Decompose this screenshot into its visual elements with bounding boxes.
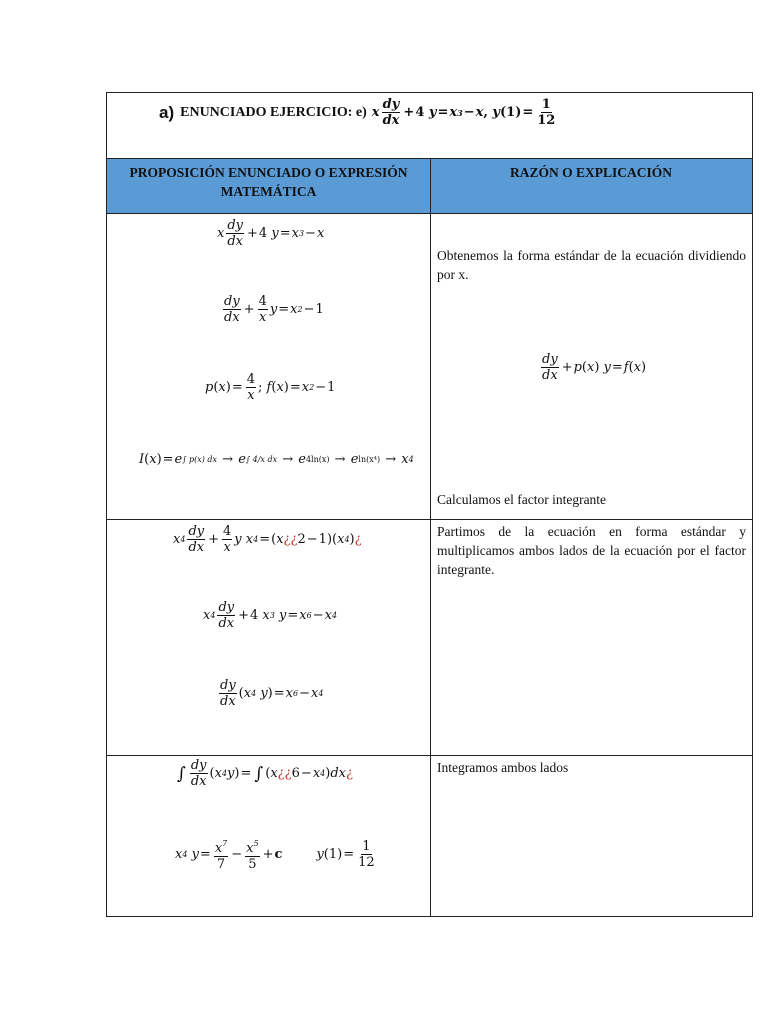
proposition-cell (107, 756, 430, 916)
equation-standard-form: $\frac{dy}{dx}$ + $\frac{4}{x}$ y = x 2 − 1 (224, 294, 324, 325)
header-explanation: RAZÓN O EXPLICACIÓN (509, 165, 672, 180)
explanation-standard-form: Obtenemos la forma estándar de la ecuación dividiendo por x. (437, 248, 746, 282)
explanation-cell (431, 756, 752, 916)
proposition-cell (107, 520, 430, 755)
statement-equation: x $\frac{dy}{dx}$ + 4 y = x 3 − x , y (1) = $\frac{1}{12}$ (371, 97, 556, 128)
equation-integrated: ∫ $\frac{dy}{dx}$ ( x 4 y ) = ∫ ( x ¿¿ 6 − x 4 ) dx ¿ (177, 758, 353, 789)
proposition-cell (107, 214, 430, 519)
header-proposition: PROPOSICIÓN ENUNCIADO O EXPRESIÓN MATEMÁTICA (129, 165, 408, 199)
explanation-cell (431, 214, 752, 519)
explanation-cell (431, 520, 752, 755)
statement-row (107, 93, 752, 159)
equation-standard-general: $\frac{dy}{dx}$ + p ( x ) y = f ( x ) (542, 352, 647, 383)
equation-integrating-factor: I ( x ) = e ∫ p(x) dx → e ∫ 4/x dx → e 4ln(x) → e ln(x⁴) → x 4 (139, 452, 414, 467)
equation-solution: x 4 y = $\frac{x^7}{7}$ − $\frac{x^5}{5}$ + c y (1) = $\frac{1}{12}$ (175, 836, 378, 872)
explanation-multiply: Partimos de la ecuación en forma estándar y multiplicamos ambos lados de la ecuación por el factor integrante. (437, 524, 746, 577)
equation-expanded: x 4 $\frac{dy}{dx}$ + 4 x 3 y = x 6 − x 4 (203, 600, 338, 631)
explanation-integrating-factor: Calculamos el factor integrante (437, 492, 607, 507)
statement-label: ENUNCIADO EJERCICIO: e) (180, 104, 367, 120)
equation-original: x $\frac{dy}{dx}$ + 4 y = x 3 − x (217, 218, 325, 249)
equation-product-rule: $\frac{dy}{dx}$ ( x 4 y ) = x 6 − x 4 (220, 678, 324, 709)
equation-p-and-f: p ( x ) = $\frac{4}{x}$ ; f ( x ) = x 2 − 1 (205, 372, 336, 403)
exercise-table (106, 92, 753, 917)
column-divider (430, 159, 431, 916)
part-label: a) (159, 102, 175, 122)
statement (159, 97, 558, 128)
equation-multiplied: x 4 $\frac{dy}{dx}$ + $\frac{4}{x}$ y x 4 = ( x ¿¿ 2 − 1)( x 4 ) ¿ (173, 524, 362, 555)
explanation-integrate: Integramos ambos lados (437, 760, 569, 775)
